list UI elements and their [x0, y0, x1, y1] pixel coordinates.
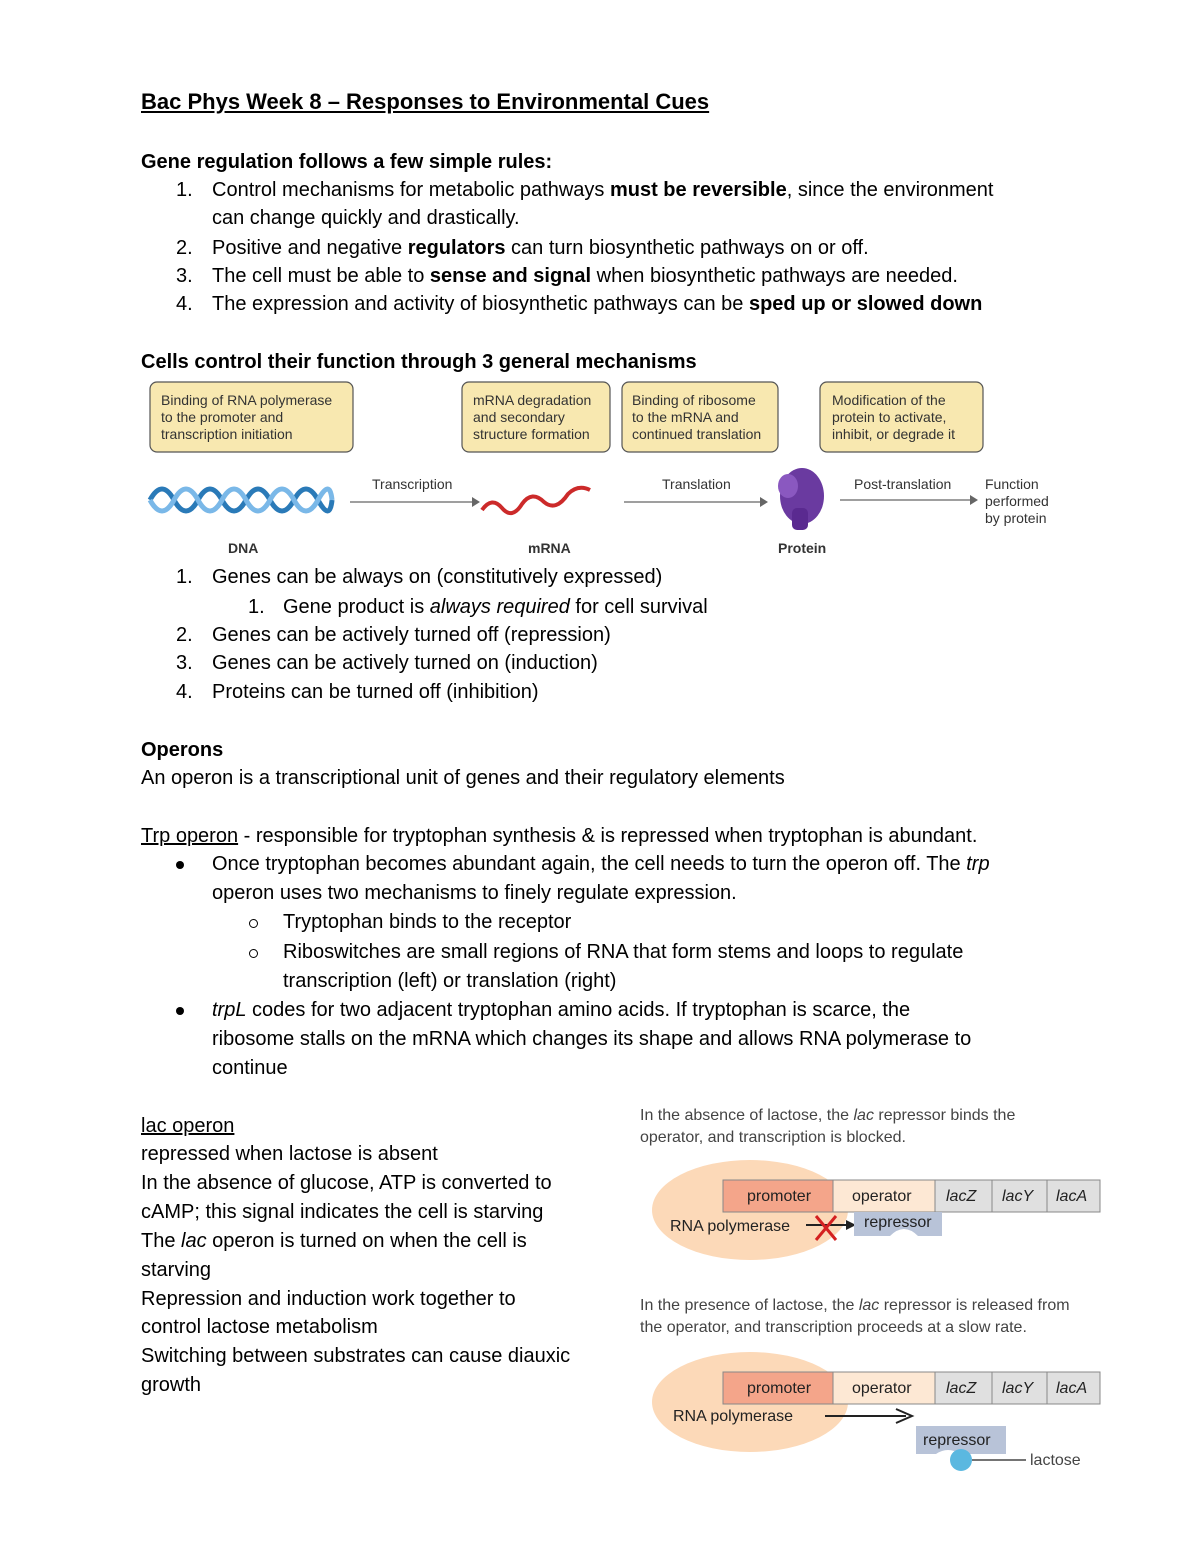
- trp-bullet-2-line3: continue: [212, 1057, 288, 1079]
- circle-bullet-icon: [249, 919, 258, 928]
- sub-post: for cell survival: [569, 596, 708, 618]
- promoter-label: promoter: [747, 1188, 812, 1205]
- central-dogma-figure: [140, 378, 1060, 560]
- rule-number: 1.: [176, 179, 193, 201]
- rule-number: 2.: [176, 237, 193, 259]
- laca-label: lacA: [1056, 1380, 1088, 1397]
- lac-fig1-caption-line2: operator, and transcription is blocked.: [640, 1129, 906, 1146]
- rule-1-pre: Control mechanisms for metabolic pathways: [212, 179, 610, 201]
- box3-line: continued translation: [632, 426, 762, 442]
- box4-line: Modification of the: [832, 392, 946, 408]
- rule-1-bold: must be reversible: [609, 179, 787, 201]
- page-title: Bac Phys Week 8 – Responses to Environmental Cues: [141, 89, 710, 114]
- lac-line-4-post: operon is turned on when the cell is: [206, 1230, 527, 1252]
- trp-bullet-1: [212, 852, 990, 876]
- box2-line: and secondary: [473, 409, 565, 425]
- trp-title-rest: - responsible for tryptophan synthesis & is repressed when tryptophan is abundant.: [238, 825, 978, 847]
- lac-line: Repression and induction work together to: [141, 1288, 516, 1310]
- lacz-label: lacZ: [946, 1380, 977, 1397]
- lactose-label: lactose: [1030, 1452, 1081, 1469]
- dna-label: DNA: [228, 540, 259, 556]
- trpl-italic: trpL: [212, 999, 247, 1021]
- box1-line: Binding of RNA polymerase: [161, 392, 333, 408]
- operator-label: operator: [852, 1188, 912, 1205]
- rule-1: [212, 178, 993, 202]
- translation-label: Translation: [662, 476, 731, 492]
- box2-line: structure formation: [473, 426, 590, 442]
- repressor-label: repressor: [864, 1214, 932, 1231]
- rule-number: 3.: [176, 265, 193, 287]
- caption-post: repressor is released from: [879, 1297, 1070, 1314]
- rule-4: [212, 292, 982, 316]
- trp-sub-1: Tryptophan binds to the receptor: [283, 911, 572, 933]
- list-number: 3.: [176, 652, 193, 674]
- lac-line: growth: [141, 1374, 202, 1396]
- rnap-label: RNA polymerase: [670, 1218, 791, 1235]
- arrowhead-icon: [760, 497, 768, 507]
- rule-number: 4.: [176, 293, 193, 315]
- lac-fig2-caption: [640, 1295, 1070, 1317]
- trp-title: Trp operon: [141, 825, 239, 847]
- lac-line: control lactose metabolism: [141, 1316, 378, 1338]
- box3-line: Binding of ribosome: [632, 392, 756, 408]
- box2-line: mRNA degradation: [473, 392, 592, 408]
- lactose-molecule-icon: [950, 1449, 972, 1471]
- mechanisms-heading: Cells control their function through 3 general mechanisms: [141, 351, 697, 373]
- trp-sub-2: Riboswitches are small regions of RNA that form stems and loops to regulate: [283, 941, 964, 963]
- operon-definition: An operon is a transcriptional unit of genes and their regulatory elements: [141, 767, 785, 789]
- rule-4-bold: sped up or slowed down: [748, 293, 983, 315]
- box1-line: to the promoter and: [161, 409, 284, 425]
- box-protein-modification: [820, 382, 983, 452]
- lacy-label: lacY: [1002, 1188, 1034, 1205]
- rules-heading: Gene regulation follows a few simple rules:: [141, 151, 553, 173]
- sub-italic: always required: [429, 596, 570, 618]
- mechanism-3: Genes can be actively turned on (induction): [212, 652, 598, 674]
- trp-bullet-2-line2: ribosome stalls on the mRNA which changes its shape and allows RNA polymerase to: [212, 1028, 972, 1050]
- rule-1-post: , since the environment: [786, 179, 994, 201]
- lac-line: cAMP; this signal indicates the cell is starving: [141, 1201, 544, 1223]
- lac-fig2-caption-line2: the operator, and transcription proceeds at a slow rate.: [640, 1319, 1027, 1336]
- list-number: 1.: [176, 566, 193, 588]
- list-number: 1.: [248, 596, 265, 618]
- laca-label: lacA: [1056, 1188, 1088, 1205]
- caption-pre: In the presence of lactose, the: [640, 1297, 859, 1314]
- rule-4-pre: The expression and activity of biosynthetic pathways can be: [212, 293, 749, 315]
- lac-line: Switching between substrates can cause diauxic: [141, 1345, 571, 1367]
- list-number: 4.: [176, 681, 193, 703]
- lac-induced-diagram: [650, 1352, 1110, 1482]
- promoter-label: promoter: [747, 1380, 812, 1397]
- rule-1-line2: can change quickly and drastically.: [212, 207, 520, 229]
- rule-3: [212, 264, 958, 288]
- lac-heading: lac operon: [141, 1115, 235, 1137]
- arrowhead-icon: [970, 495, 978, 505]
- caption-post: repressor binds the: [873, 1107, 1016, 1124]
- bullet-icon: [176, 1007, 184, 1015]
- lac-repressed-diagram: [650, 1160, 1110, 1270]
- protein-label: Protein: [778, 540, 827, 556]
- box4-line: inhibit, or degrade it: [832, 426, 955, 442]
- mechanism-4: Proteins can be turned off (inhibition): [212, 681, 539, 703]
- function-line: performed: [985, 493, 1049, 509]
- box-mrna-degradation: [462, 382, 610, 452]
- mechanism-1-sub: [283, 595, 708, 619]
- protein-icon: [778, 468, 824, 530]
- rnap-label: RNA polymerase: [673, 1408, 794, 1425]
- transcription-label: Transcription: [372, 476, 453, 492]
- operons-heading: Operons: [141, 739, 224, 761]
- lac-line-4: [141, 1229, 527, 1253]
- mrna-strand-icon: [482, 488, 590, 513]
- box-rna-polymerase-binding: [150, 382, 353, 452]
- lac-line: repressed when lactose is absent: [141, 1143, 438, 1165]
- circle-bullet-icon: [249, 949, 258, 958]
- rule-3-bold: sense and signal: [429, 265, 592, 287]
- arrowhead-icon: [472, 497, 480, 507]
- trp-bullet-2-text: codes for two adjacent tryptophan amino acids. If tryptophan is scarce, the: [246, 999, 911, 1021]
- trp-bullet-1-text: Once tryptophan becomes abundant again, the cell needs to turn the operon off. The: [212, 853, 967, 875]
- repressor-label: repressor: [923, 1432, 991, 1449]
- rule-3-pre: The cell must be able to: [212, 265, 430, 287]
- caption-pre: In the absence of lactose, the: [640, 1107, 854, 1124]
- rule-2-pre: Positive and negative: [212, 237, 408, 259]
- mechanism-2: Genes can be actively turned off (repression): [212, 624, 611, 646]
- box1-line: transcription initiation: [161, 426, 293, 442]
- lacz-label: lacZ: [946, 1188, 977, 1205]
- operator-label: operator: [852, 1380, 912, 1397]
- trp-italic: trp: [966, 853, 990, 875]
- lacy-label: lacY: [1002, 1380, 1034, 1397]
- caption-italic: lac: [858, 1297, 880, 1314]
- lac-fig1-caption: [640, 1105, 1015, 1127]
- trp-heading: [141, 824, 977, 848]
- sub-pre: Gene product is: [283, 596, 430, 618]
- caption-italic: lac: [853, 1107, 874, 1124]
- trp-sub-2-line2: transcription (left) or translation (right): [283, 970, 617, 992]
- rule-3-post: when biosynthetic pathways are needed.: [591, 265, 958, 287]
- mechanism-1: Genes can be always on (constitutively expressed): [212, 566, 663, 588]
- post-translation-label: Post-translation: [854, 476, 952, 492]
- rule-2: [212, 236, 869, 260]
- list-number: 2.: [176, 624, 193, 646]
- bullet-icon: [176, 861, 184, 869]
- box-ribosome-binding: [622, 382, 778, 452]
- box4-line: protein to activate,: [832, 409, 947, 425]
- trp-bullet-1-line2: operon uses two mechanisms to finely regulate expression.: [212, 882, 737, 904]
- rule-2-bold: regulators: [407, 237, 506, 259]
- rule-2-post: can turn biosynthetic pathways on or off.: [505, 237, 869, 259]
- function-line: Function: [985, 476, 1039, 492]
- dna-helix-icon: [150, 489, 332, 511]
- trp-bullet-2: [212, 998, 910, 1022]
- lac-line-4-pre: The: [141, 1230, 182, 1252]
- lac-italic: lac: [181, 1230, 207, 1252]
- lac-line: starving: [141, 1259, 212, 1281]
- mrna-label: mRNA: [528, 540, 571, 556]
- lac-line: In the absence of glucose, ATP is converted to: [141, 1172, 552, 1194]
- function-line: by protein: [985, 510, 1047, 526]
- box3-line: to the mRNA and: [632, 409, 739, 425]
